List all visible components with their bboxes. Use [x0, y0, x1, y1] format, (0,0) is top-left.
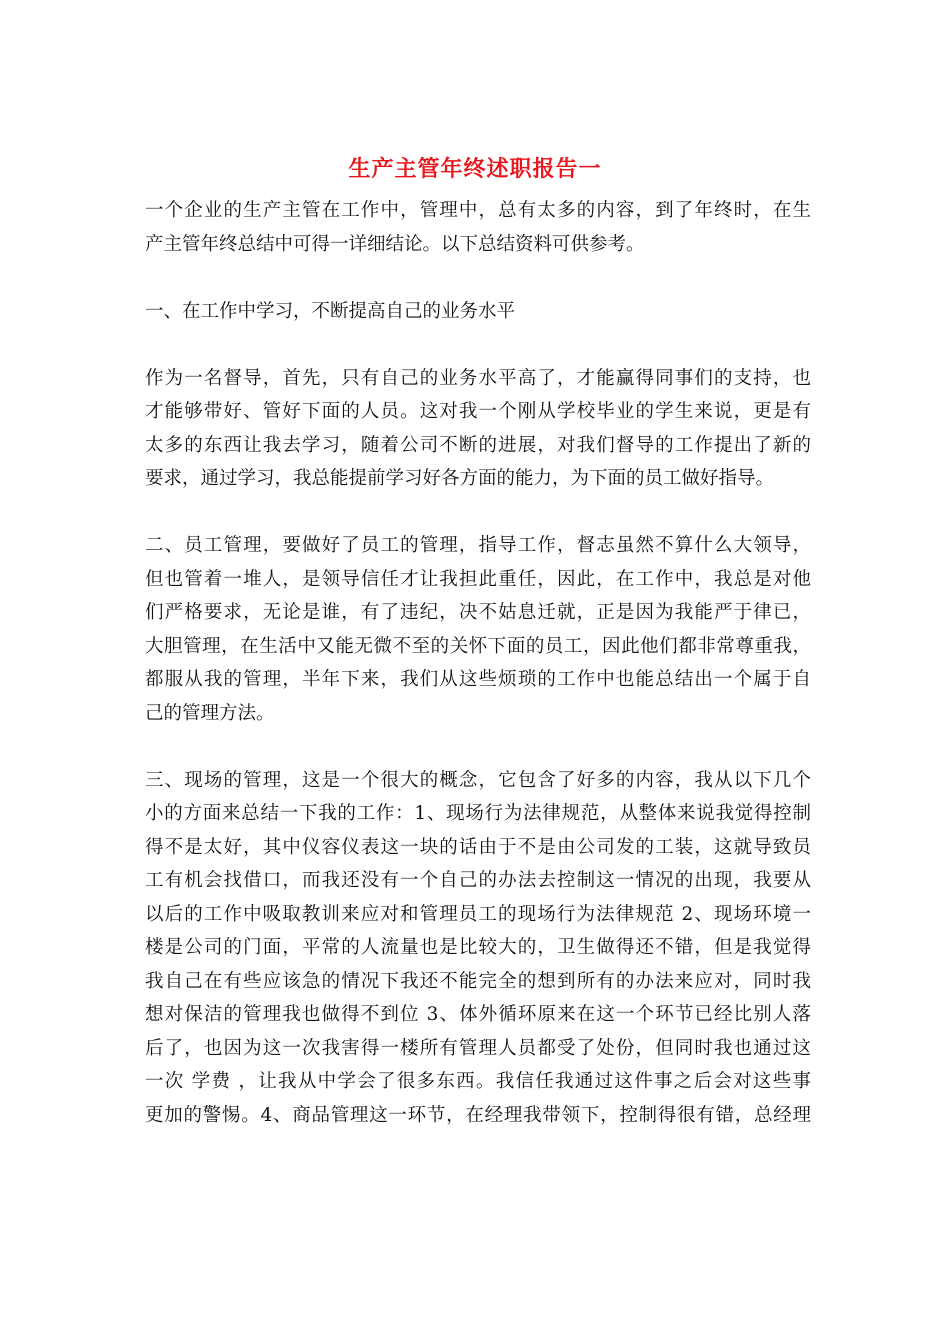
text-line: 以后的工作中吸取教训来应对和管理员工的现场行为法律规范 2、现场环境一 — [145, 903, 811, 925]
text-line: 都服从我的管理，半年下来，我们从这些烦琐的工作中也能总结出一个属于自 — [145, 669, 811, 690]
paragraph-gap — [145, 261, 811, 295]
text-line: 们严格要求，无论是谁，有了违纪，决不姑息迁就，正是因为我能严于律已， — [145, 602, 811, 623]
paragraph-gap — [145, 730, 811, 764]
text-line: 要求，通过学习，我总能提前学习好各方面的能力，为下面的员工做好指导。 — [145, 468, 775, 489]
text-line: 一个企业的生产主管在工作中，管理中，总有太多的内容，到了年终时，在生 — [145, 200, 811, 221]
text-line: 二、员工管理，要做好了员工的管理，指导工作，督志虽然不算什么大领导， — [145, 535, 811, 556]
text-line: 楼是公司的门面，平常的人流量也是比较大的，卫生做得还不错，但是我觉得 — [145, 937, 811, 958]
paragraph-2 — [145, 529, 811, 730]
paragraph-gap — [145, 496, 811, 530]
text-line: 一、在工作中学习，不断提高自己的业务水平 — [145, 300, 516, 322]
text-line: 己的管理方法。 — [145, 702, 275, 724]
text-line: 想对保洁的管理我也做得不到位 3、体外循环原来在这一个环节已经比别人落 — [145, 1004, 811, 1025]
text-line: 但也管着一堆人，是领导信任才让我担此重任，因此，在工作中，我总是对他 — [145, 568, 811, 590]
text-line: 三、现场的管理，这是一个很大的概念，它包含了好多的内容，我从以下几个 — [145, 769, 811, 791]
text-line: 后了，也因为这一次我害得一楼所有管理人员都受了处份，但同时我也通过这 — [145, 1037, 811, 1059]
text-line: 产主管年终总结中可得一详细结论。以下总结资料可供参考。 — [145, 233, 645, 255]
text-line: 得不是太好，其中仪容仪表这一块的话由于不是由公司发的工装，这就导致员 — [145, 836, 811, 858]
text-line: 才能够带好、管好下面的人员。这对我一个刚从学校毕业的学生来说，更是有 — [145, 401, 811, 422]
paragraph-1 — [145, 362, 811, 496]
text-line: 我自己在有些应该急的情况下我还不能完全的想到所有的办法来应对，同时我 — [145, 970, 811, 992]
document-title: 生产主管年终述职报告一 — [348, 156, 602, 182]
document-body — [145, 194, 811, 1132]
text-line: 一次 学费 ，让我从中学会了很多东西。我信任我通过这件事之后会对这些事 — [145, 1071, 811, 1092]
text-line: 工有机会找借口，而我还没有一个自己的办法去控制这一情况的出现，我要从 — [145, 870, 811, 891]
paragraph-gap — [145, 328, 811, 362]
paragraph-intro — [145, 194, 811, 261]
text-line: 大胆管理，在生活中又能无微不至的关怀下面的员工，因此他们都非常尊重我， — [145, 635, 811, 657]
text-line: 小的方面来总结一下我的工作：1、现场行为法律规范，从整体来说我觉得控制 — [145, 803, 811, 824]
text-line: 太多的东西让我去学习，随着公司不断的进展，对我们督导的工作提出了新的 — [145, 434, 811, 456]
text-line: 作为一名督导，首先，只有自己的业务水平高了，才能赢得同事们的支持，也 — [145, 367, 811, 389]
paragraph-3 — [145, 764, 811, 1133]
text-line: 更加的警惕。4、商品管理这一环节，在经理我带领下，控制得很有错，总经理 — [145, 1104, 811, 1126]
section-heading-1 — [145, 295, 811, 329]
